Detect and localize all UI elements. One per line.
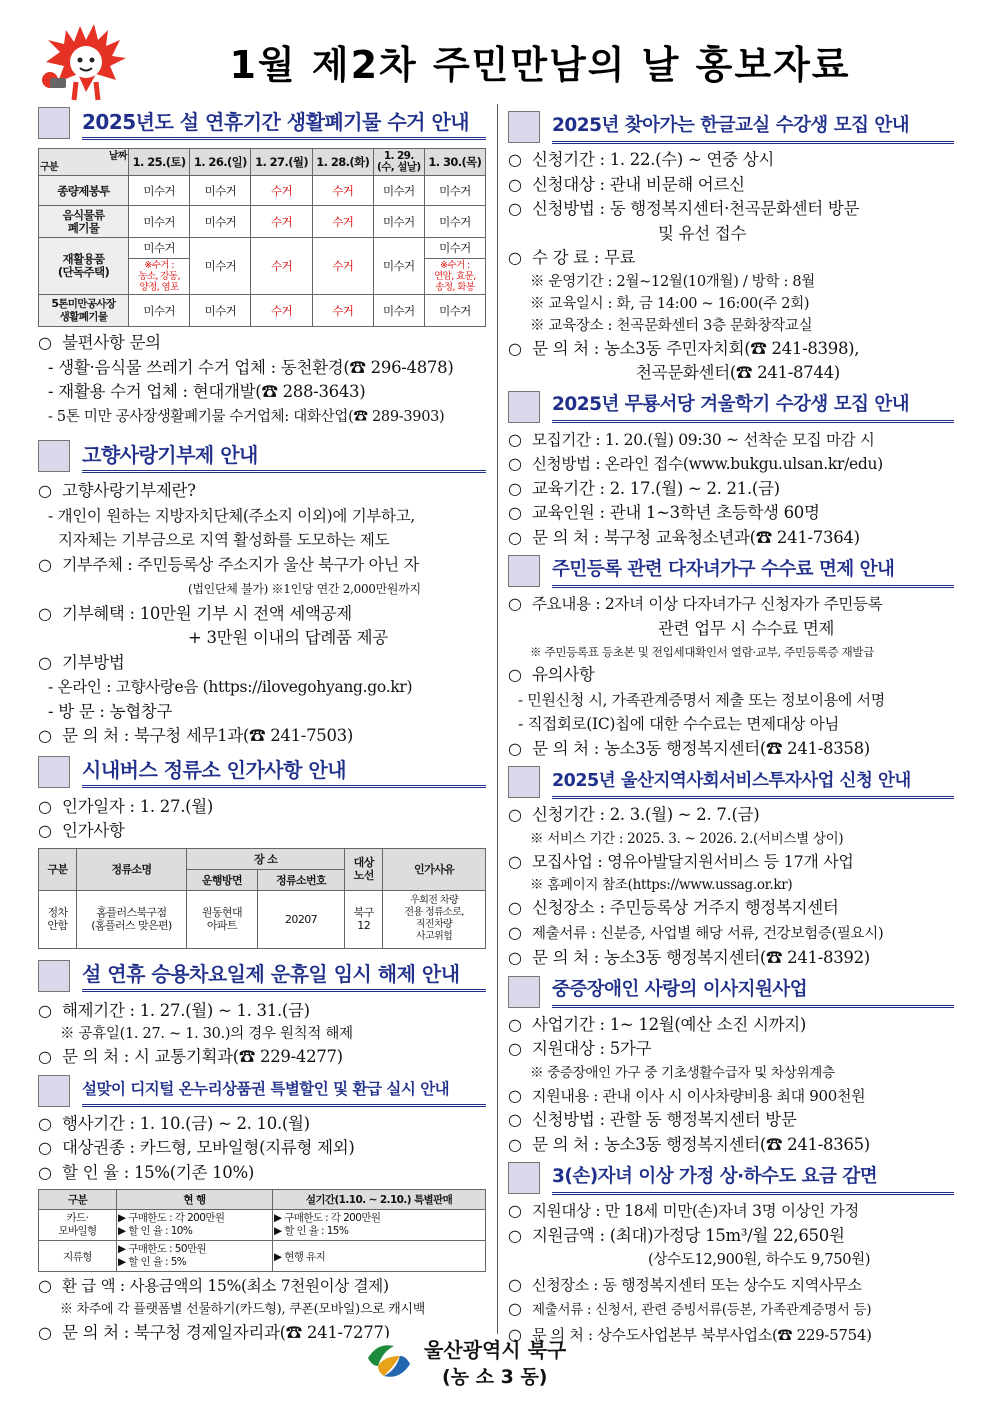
right-column bbox=[508, 100, 954, 1347]
cell-with-note bbox=[424, 238, 485, 295]
section-header bbox=[38, 439, 486, 473]
text-line: ○ 신청기간 : 2. 3.(월) ~ 2. 7.(금) bbox=[508, 803, 954, 828]
section-title: 시내버스 정류소 인가사항 안내 bbox=[82, 755, 486, 788]
section-murong-seodang bbox=[508, 390, 954, 551]
text-line: ○ 문 의 처 : 농소3동 행정복지센터(☎ 241-8365) bbox=[508, 1133, 954, 1158]
text-line: ○ 지원대상 : 5가구 bbox=[508, 1037, 954, 1062]
section-waste bbox=[38, 106, 486, 429]
text-line: - 직접회로(IC)칩에 대한 수수료는 면제대상 아님 bbox=[508, 712, 954, 737]
section-header bbox=[38, 1074, 486, 1108]
text-line: ○ 고향사랑기부제란? bbox=[38, 479, 486, 504]
section-marker bbox=[508, 976, 540, 1008]
text-line: ○ 신청장소 : 주민등록상 거주지 행정복지센터 bbox=[508, 896, 954, 921]
section-marker bbox=[38, 756, 70, 788]
mascot-logo bbox=[36, 22, 132, 104]
corner-top: 날짜 bbox=[108, 151, 127, 162]
text-line: 관련 업무 시 수수료 면제 bbox=[658, 618, 835, 638]
cell: 미수거 bbox=[190, 295, 251, 327]
cell: 수거 bbox=[251, 295, 312, 327]
section-gohyang bbox=[38, 439, 486, 749]
cell: 미수거 bbox=[424, 176, 485, 206]
section-header bbox=[508, 390, 954, 424]
text-line: ○ 문 의 처 : 북구청 세무1과(☎ 241-7503) bbox=[38, 724, 486, 749]
footer bbox=[360, 1330, 640, 1390]
section-title: 설맞이 디지털 온누리상품권 특별할인 및 환급 실시 안내 bbox=[82, 1074, 486, 1107]
cell: 미수거 bbox=[129, 206, 190, 238]
text-line: ○ 불편사항 문의 bbox=[38, 331, 486, 356]
text-line: ○ 신청방법 : 온라인 접수(www.bukgu.ulsan.kr/edu) bbox=[508, 452, 954, 477]
cell: 수거 bbox=[251, 206, 312, 238]
cell: 미수거 bbox=[373, 176, 424, 206]
text-line: ※ 교육일시 : 화, 금 14:00 ~ 16:00(주 2회) bbox=[530, 295, 810, 312]
text-line: ※ 차주에 각 플랫폼별 선물하기(카드형), 쿠폰(모바일)으로 캐시백 bbox=[60, 1301, 426, 1317]
date-header: 1. 27.(월) bbox=[251, 149, 312, 176]
section-title: 설 연휴 승용차요일제 운휴일 임시 해제 안내 bbox=[82, 959, 486, 992]
text-line: ※ 중증장애인 가구 중 기초생활수급자 및 차상위계층 bbox=[530, 1064, 835, 1081]
cell: ▶ 구매한도 : 각 200만원 ▶ 할 인 율 : 15% bbox=[273, 1210, 486, 1241]
cell: 미수거 bbox=[129, 238, 189, 259]
section-marker bbox=[508, 1162, 540, 1194]
row-label: 종량제봉투 bbox=[39, 176, 129, 206]
text-line: - 재활용 수거 업체 : 현대개발(☎ 288-3643) bbox=[38, 380, 486, 405]
section-water-fee bbox=[508, 1161, 954, 1347]
cell: 미수거 bbox=[373, 238, 424, 295]
text-line: ※ 주민등록표 등초본 및 전입세대확인서 열람·교부, 주민등록증 재발급 bbox=[530, 645, 875, 659]
cell: 수거 bbox=[312, 238, 373, 295]
section-marker bbox=[508, 111, 540, 143]
col-header: 대상 노선 bbox=[345, 848, 383, 890]
col-header: 정류소번호 bbox=[257, 869, 344, 890]
text-line: ○ 기부혜택 : 10만원 기부 시 전액 세액공제 bbox=[38, 602, 486, 627]
col-header: 운행방면 bbox=[187, 869, 258, 890]
cell: ▶ 현행 유지 bbox=[273, 1241, 486, 1272]
text-line: ○ 주요내용 : 2자녀 이상 다자녀가구 신청자가 주민등록 bbox=[508, 592, 954, 617]
section-header bbox=[508, 110, 954, 144]
text-line: ○ 해제기간 : 1. 27.(월) ~ 1. 31.(금) bbox=[38, 999, 486, 1024]
section-marker bbox=[38, 107, 70, 139]
cell-note: ※수거 : 연암, 효문, 송정, 화봉 bbox=[434, 260, 476, 293]
row-label: 재활용품 (단독주택) bbox=[39, 238, 129, 295]
cell: 홈플러스북구점 (홈플러스 맞은편) bbox=[77, 890, 187, 948]
left-column bbox=[38, 100, 486, 1345]
section-title: 2025년 무룡서당 겨울학기 수강생 모집 안내 bbox=[552, 390, 954, 423]
text-line: ○ 문 의 처 : 농소3동 행정복지센터(☎ 241-8392) bbox=[508, 946, 954, 971]
col-header: 정류소명 bbox=[77, 848, 187, 890]
text-line: - 민원신청 시, 가족관계증명서 제출 또는 정보이용에 서명 bbox=[508, 688, 954, 713]
bus-stop-table bbox=[38, 848, 486, 949]
cell-note: ※수거 : 농소, 강동, 양정, 염포 bbox=[138, 260, 180, 293]
text-line: ○ 지원대상 : 만 18세 미만(손)자녀 3명 이상인 가정 bbox=[508, 1199, 954, 1224]
text-line: ○ 지원내용 : 관내 이사 시 이사차량비용 최대 900천원 bbox=[508, 1084, 954, 1109]
cell: 미수거 bbox=[424, 295, 485, 327]
text-line: ○ 신청방법 : 동 행정복지센터·천곡문화센터 방문 bbox=[508, 197, 954, 222]
text-line: ○ 문 의 처 : 시 교통기획과(☎ 229-4277) bbox=[38, 1045, 486, 1070]
text-line: ※ 공휴일(1. 27. ~ 1. 30.)의 경우 원칙적 해제 bbox=[60, 1026, 353, 1042]
text-line: - 개인이 원하는 지방자치단체(주소지 이외)에 기부하고, bbox=[38, 504, 486, 529]
col-header: 설기간(1.10. ~ 2.10.) 특별판매 bbox=[273, 1190, 486, 1210]
bukgu-logo bbox=[364, 1336, 414, 1386]
section-header bbox=[38, 959, 486, 993]
footer-org-name: 울산광역시 북구 bbox=[424, 1338, 567, 1362]
text-line: 및 유선 접수 bbox=[658, 223, 747, 243]
cell: 수거 bbox=[312, 176, 373, 206]
cell: 원동현대 아파트 bbox=[187, 890, 258, 948]
section-bus-stop bbox=[38, 755, 486, 949]
cell: 미수거 bbox=[190, 206, 251, 238]
section-header bbox=[508, 554, 954, 588]
text-line: - 5톤 미만 공사장생활폐기물 수거업체: 대화산업(☎ 289-3903) bbox=[38, 405, 486, 430]
text-line: ○ 사업기간 : 1~ 12월(예산 소진 시까지) bbox=[508, 1013, 954, 1038]
text-line: ○ 대상권종 : 카드형, 모바일형(지류형 제외) bbox=[38, 1136, 486, 1161]
date-header: 1. 30.(목) bbox=[424, 149, 485, 176]
text-line: 천곡문화센터(☎ 241-8744) bbox=[636, 363, 840, 382]
section-marker bbox=[508, 391, 540, 423]
text-line: - 온라인 : 고향사랑e음 (https://ilovegohyang.go.kr) bbox=[38, 675, 486, 700]
section-social-service bbox=[508, 765, 954, 971]
col-header: 구분 bbox=[39, 848, 77, 890]
text-line: ○ 모집기간 : 1. 20.(월) 09:30 ~ 선착순 모집 마감 시 bbox=[508, 428, 954, 453]
text-line: ○ 기부방법 bbox=[38, 651, 486, 676]
cell: 지류형 bbox=[39, 1241, 117, 1272]
cell: ▶ 구매한도 : 각 200만원 ▶ 할 인 율 : 10% bbox=[117, 1210, 273, 1241]
text-line: ○ 인가사항 bbox=[38, 819, 486, 844]
col-header: 구분 bbox=[39, 1190, 117, 1210]
text-line: ○ 모집사업 : 영유아발달지원서비스 등 17개 사업 bbox=[508, 850, 954, 875]
text-line: ○ 문 의 처 : 상수도사업본부 북부사업소(☎ 229-5754) bbox=[508, 1323, 954, 1348]
date-header: 1. 25.(토) bbox=[129, 149, 190, 176]
section-title: 중증장애인 사랑의 이사지원사업 bbox=[552, 975, 954, 1008]
section-header bbox=[508, 975, 954, 1009]
section-marker bbox=[508, 766, 540, 798]
cell: 미수거 bbox=[425, 238, 485, 259]
section-header bbox=[508, 1161, 954, 1195]
col-header: 인가사유 bbox=[383, 848, 486, 890]
text-line: (법인단체 불가) ※1인당 연간 2,000만원까지 bbox=[188, 582, 421, 596]
section-header bbox=[38, 106, 486, 140]
text-line: ※ 서비스 기간 : 2025. 3. ~ 2026. 2.(서비스별 상이) bbox=[530, 830, 844, 847]
cell: 미수거 bbox=[373, 206, 424, 238]
text-line: ○ 문 의 처 : 농소3동 행정복지센터(☎ 241-8358) bbox=[508, 737, 954, 762]
cell: 수거 bbox=[312, 206, 373, 238]
text-line: ○ 행사기간 : 1. 10.(금) ~ 2. 10.(월) bbox=[38, 1112, 486, 1137]
text-line: ○ 교육인원 : 관내 1~3학년 초등학생 60명 bbox=[508, 501, 954, 526]
text-line: (상수도12,900원, 하수도 9,750원) bbox=[648, 1252, 871, 1268]
section-header bbox=[508, 765, 954, 799]
text-line: + 3만원 이내의 답례품 제공 bbox=[188, 628, 388, 647]
table-corner bbox=[39, 149, 129, 176]
waste-schedule-table bbox=[38, 148, 486, 327]
date-header: 1. 28.(화) bbox=[312, 149, 373, 176]
text-line: ○ 인가일자 : 1. 27.(월) bbox=[38, 795, 486, 820]
cell: 미수거 bbox=[373, 295, 424, 327]
text-line: ○ 지원금액 : (최대)가정당 15m³/월 22,650원 bbox=[508, 1224, 954, 1249]
section-marker bbox=[38, 440, 70, 472]
section-title: 2025년 찾아가는 한글교실 수강생 모집 안내 bbox=[552, 111, 954, 144]
page-title: 1월 제2차 주민만남의 날 홍보자료 bbox=[229, 43, 851, 87]
text-line: ※ 교육장소 : 천곡문화센터 3층 문화창작교실 bbox=[530, 317, 813, 334]
cell: 카드· 모바일형 bbox=[39, 1210, 117, 1241]
row-label: 음식물류 폐기물 bbox=[39, 206, 129, 238]
text-line: ○ 수 강 료 : 무료 bbox=[508, 246, 954, 271]
text-line: ○ 환 급 액 : 사용금액의 15%(최소 7천원이상 결제) bbox=[38, 1274, 486, 1299]
section-title: 2025년도 설 연휴기간 생활폐기물 수거 안내 bbox=[82, 107, 486, 140]
cell: 미수거 bbox=[190, 176, 251, 206]
section-marker bbox=[508, 555, 540, 587]
cell: ▶ 구매한도 : 50만원 ▶ 할 인 율 : 5% bbox=[117, 1241, 273, 1272]
cell: 미수거 bbox=[129, 176, 190, 206]
section-title: 고향사랑기부제 안내 bbox=[82, 440, 486, 473]
footer-dong-name: (농 소 3 동) bbox=[442, 1366, 548, 1388]
text-line: ○ 문 의 처 : 농소3동 주민자치회(☎ 241-8398), bbox=[508, 337, 954, 362]
col-header: 현 행 bbox=[117, 1190, 273, 1210]
text-line: ○ 신청방법 : 관할 동 행정복지센터 방문 bbox=[508, 1108, 954, 1133]
corner-bottom: 구분 bbox=[40, 162, 59, 173]
voucher-table bbox=[38, 1189, 486, 1272]
col-header: 장 소 bbox=[187, 848, 345, 869]
date-header: 1. 29. (수, 설날) bbox=[373, 149, 424, 176]
text-line: - 생활·음식물 쓰레기 수거 업체 : 동천환경(☎ 296-4878) bbox=[38, 356, 486, 381]
text-line: ○ 제출서류 : 신청서, 관련 증빙서류(등본, 가족관계증명서 등) bbox=[508, 1297, 954, 1323]
text-line: ○ 교육기간 : 2. 17.(월) ~ 2. 21.(금) bbox=[508, 477, 954, 502]
section-marker bbox=[38, 960, 70, 992]
cell: 미수거 bbox=[190, 238, 251, 295]
cell-with-note bbox=[129, 238, 190, 295]
text-line: ○ 문 의 처 : 북구청 경제일자리과(☎ 241-7277) bbox=[38, 1321, 486, 1346]
text-line: ※ 운영기간 : 2월~12월(10개월) / 방학 : 8월 bbox=[530, 273, 816, 290]
section-resident-fee bbox=[508, 554, 954, 761]
text-line: ○ 기부주체 : 주민등록상 주소지가 울산 북구가 아닌 자 bbox=[38, 553, 486, 578]
section-title: 3(손)자녀 이상 가정 상·하수도 요금 감면 bbox=[552, 1162, 954, 1195]
cell: 수거 bbox=[251, 176, 312, 206]
text-line: ○ 신청장소 : 동 행정복지센터 또는 상수도 지역사무소 bbox=[508, 1273, 954, 1298]
column-divider bbox=[497, 104, 498, 1334]
text-line: ○ 신청대상 : 관내 비문해 어르신 bbox=[508, 173, 954, 198]
section-title: 2025년 울산지역사회서비스투자사업 신청 안내 bbox=[552, 766, 954, 799]
cell: 수거 bbox=[312, 295, 373, 327]
text-line: ○ 신청기간 : 1. 22.(수) ~ 연중 상시 bbox=[508, 148, 954, 173]
cell: 20207 bbox=[257, 890, 344, 948]
cell: 수거 bbox=[251, 238, 312, 295]
text-line: ○ 문 의 처 : 북구청 교육청소년과(☎ 241-7364) bbox=[508, 526, 954, 551]
cell: 미수거 bbox=[129, 295, 190, 327]
section-hangul-class bbox=[508, 110, 954, 386]
section-title: 주민등록 관련 다자녀가구 수수료 면제 안내 bbox=[552, 555, 954, 588]
text-line: ○ 유의사항 bbox=[508, 663, 954, 688]
cell: 정차 안함 bbox=[39, 890, 77, 948]
section-marker bbox=[38, 1075, 70, 1107]
section-car-free-day bbox=[38, 959, 486, 1070]
text-line: ※ 홈페이지 참조(https://www.ussag.or.kr) bbox=[530, 877, 793, 893]
cell: 우회전 차량 전용 정류소로, 직진차량 사고위험 bbox=[383, 890, 486, 948]
row-label: 5톤미만공사장 생활폐기물 bbox=[39, 295, 129, 327]
cell: 미수거 bbox=[424, 206, 485, 238]
text-line: - 방 문 : 농협창구 bbox=[38, 700, 486, 725]
text-line: 지자체는 기부금으로 지역 활성화를 도모하는 제도 bbox=[58, 531, 390, 549]
text-line: ○ 제출서류 : 신분증, 사업별 해당 서류, 건강보험증(필요시) bbox=[508, 921, 954, 947]
text-line: ○ 할 인 율 : 15%(기존 10%) bbox=[38, 1161, 486, 1186]
section-header bbox=[38, 755, 486, 789]
section-onnuri-voucher bbox=[38, 1074, 486, 1346]
title-bar bbox=[0, 0, 992, 100]
cell: 북구 12 bbox=[345, 890, 383, 948]
date-header: 1. 26.(일) bbox=[190, 149, 251, 176]
section-moving-support bbox=[508, 975, 954, 1158]
